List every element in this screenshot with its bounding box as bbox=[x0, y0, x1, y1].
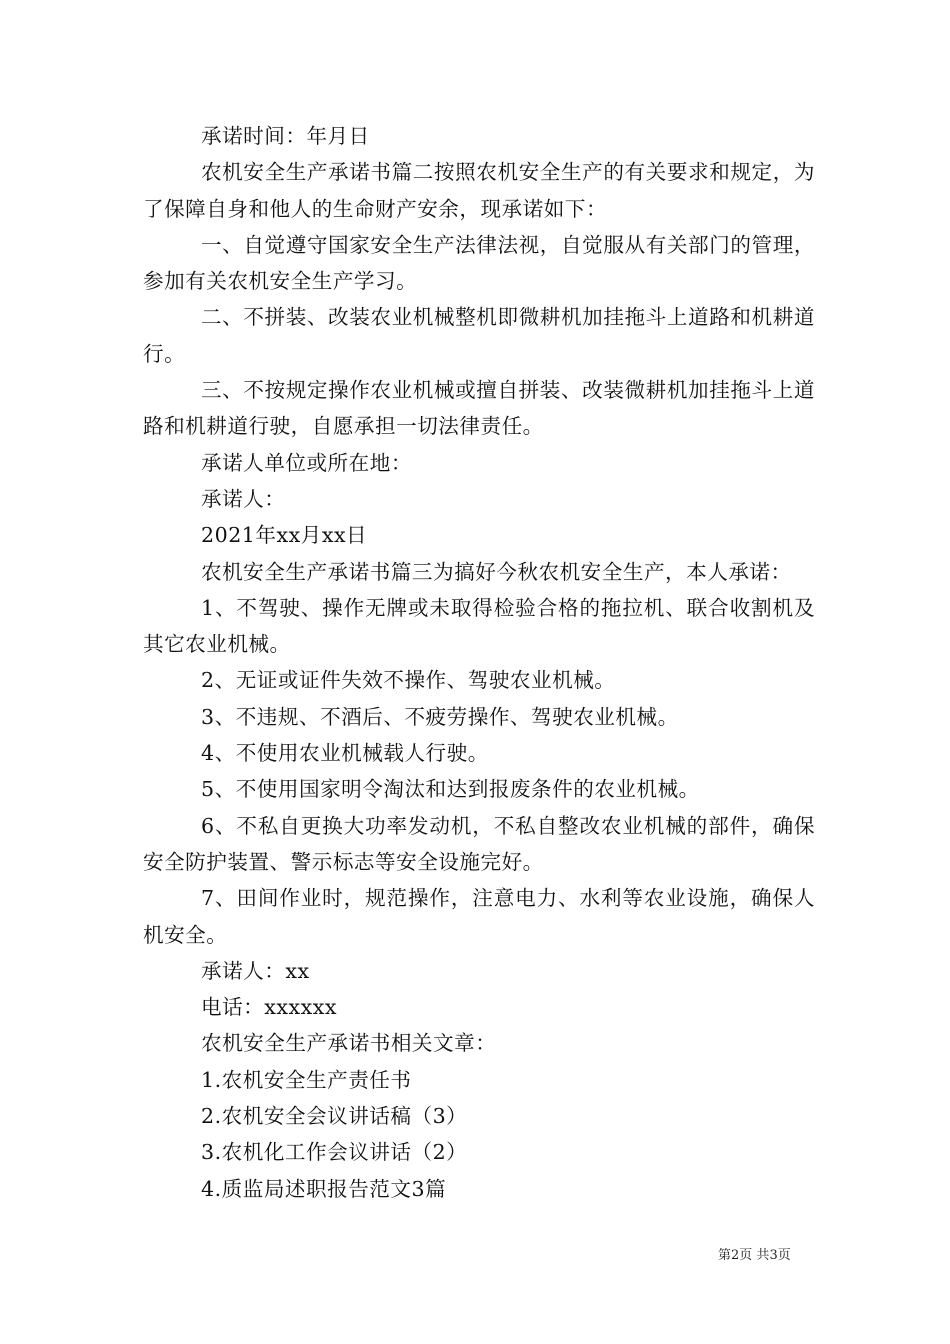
page-number-footer bbox=[718, 1247, 828, 1265]
paragraph-date: 2021年xx月xx日 bbox=[201, 523, 368, 548]
related-article-1: 1.农机安全生产责任书 bbox=[201, 1067, 412, 1092]
related-article-3: 3.农机化工作会议讲话（2） bbox=[201, 1140, 468, 1165]
page-prefix: 第 bbox=[718, 1248, 732, 1263]
related-article-4: 4.质监局述职报告范文3篇 bbox=[201, 1176, 447, 1201]
paragraph-pledge-three-intro: 农机安全生产承诺书篇三为搞好今秋农机安全生产，本人承诺： bbox=[201, 559, 792, 584]
paragraph-pledge-two-item-2: 二、不拼装、改装农业机械整机即微耕机加挂拖斗上道路和机耕道行。 bbox=[143, 305, 815, 366]
paragraph-pledge-three-item-1: 1、不驾驶、操作无牌或未取得检验合格的拖拉机、联合收割机及其它农业机械。 bbox=[143, 595, 815, 657]
page-current: 2 bbox=[731, 1248, 740, 1263]
document-body bbox=[143, 118, 815, 1207]
paragraph-pledge-three-item-5: 5、不使用国家明令淘汰和达到报废条件的农业机械。 bbox=[201, 777, 700, 802]
paragraph-signer: 承诺人： bbox=[201, 486, 286, 511]
paragraph-pledge-three-item-4: 4、不使用农业机械载人行驶。 bbox=[201, 741, 489, 766]
paragraph-pledge-two-item-3: 三、不按规定操作农业机械或擅自拼装、改装微耕机加挂拖斗上道路和机耕道行驶，自愿承担一切法律责任。 bbox=[143, 378, 815, 439]
page-total: 3 bbox=[769, 1248, 778, 1263]
paragraph-pledge-two-intro: 农机安全生产承诺书篇二按照农机安全生产的有关要求和规定，为了保障自身和他人的生命财产安余，现承诺如下： bbox=[143, 160, 815, 221]
page-mid: 页 共 bbox=[739, 1248, 770, 1263]
paragraph-commit-time: 承诺时间：年月日 bbox=[201, 124, 370, 148]
related-article-2: 2.农机安全会议讲话稿（3） bbox=[201, 1104, 468, 1129]
paragraph-pledge-three-item-7: 7、田间作业时，规范操作，注意电力、水利等农业设施，确保人机安全。 bbox=[143, 886, 815, 947]
paragraph-pledge-three-item-3: 3、不违规、不酒后、不疲劳操作、驾驶农业机械。 bbox=[201, 704, 679, 729]
paragraph-pledge-three-item-6: 6、不私自更换大功率发动机，不私自整改农业机械的部件，确保安全防护装置、警示标志等安全设施完好。 bbox=[143, 813, 815, 874]
page-suffix: 页 bbox=[777, 1248, 791, 1263]
paragraph-phone: 电话：xxxxxx bbox=[201, 995, 337, 1020]
paragraph-related-heading: 农机安全生产承诺书相关文章： bbox=[201, 1031, 497, 1056]
paragraph-pledge-two-item-1: 一、自觉遵守国家安全生产法律法视，自觉服从有关部门的管理，参加有关农机安全生产学习。 bbox=[143, 232, 815, 294]
paragraph-signer-unit: 承诺人单位或所在地： bbox=[201, 450, 412, 475]
paragraph-signer-name: 承诺人：xx bbox=[201, 958, 310, 983]
paragraph-pledge-three-item-2: 2、无证或证件失效不操作、驾驶农业机械。 bbox=[201, 668, 616, 693]
